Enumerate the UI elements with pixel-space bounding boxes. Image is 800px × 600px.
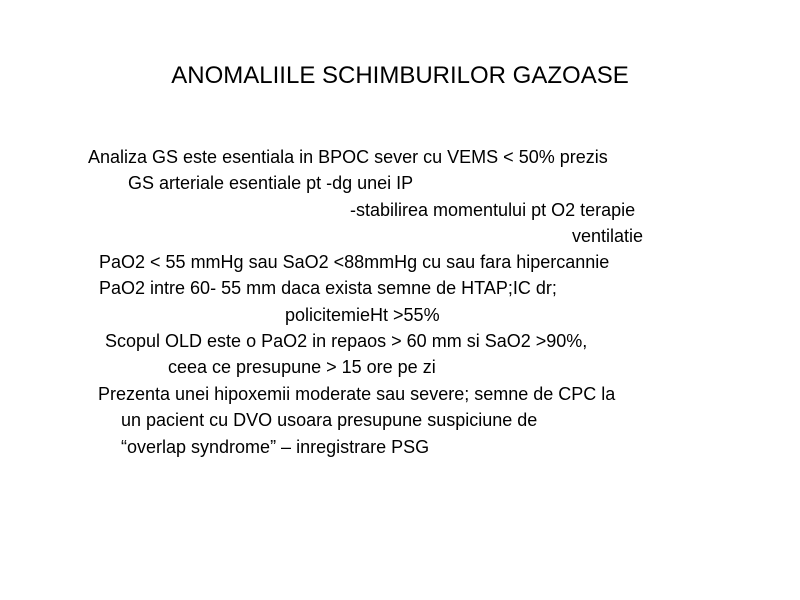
text-line-dvo-patient: un pacient cu DVO usoara presupune suspiciune de bbox=[121, 410, 538, 430]
text-line-pao2-range: PaO2 intre 60- 55 mm daca exista semne de HTAP;IC dr; bbox=[99, 278, 557, 298]
text-line-ventilation: ventilatie bbox=[572, 226, 644, 246]
text-line-o2-therapy: -stabilirea momentului pt O2 terapie bbox=[350, 200, 636, 220]
text-line-polycythemia: policitemieHt >55% bbox=[285, 305, 440, 325]
text-line-hours-per-day: ceea ce presupune > 15 ore pe zi bbox=[168, 357, 436, 377]
text-line-hypoxemia: Prezenta unei hipoxemii moderate sau severe; semne de CPC la bbox=[98, 384, 616, 404]
slide-title: ANOMALIILE SCHIMBURILOR GAZOASE bbox=[171, 62, 629, 89]
text-line-overlap-syndrome: “overlap syndrome” – inregistrare PSG bbox=[121, 437, 430, 457]
text-line-old-goal: Scopul OLD este o PaO2 in repaos > 60 mm si SaO2 >90%, bbox=[105, 331, 588, 351]
text-line-pao2-threshold: PaO2 < 55 mmHg sau SaO2 <88mmHg cu sau fara hipercannie bbox=[99, 252, 610, 272]
text-line-gs-arterial: GS arteriale esentiale pt -dg unei IP bbox=[128, 173, 414, 193]
text-line-gs-essential: Analiza GS este esentiala in BPOC sever cu VEMS < 50% prezis bbox=[88, 147, 608, 167]
